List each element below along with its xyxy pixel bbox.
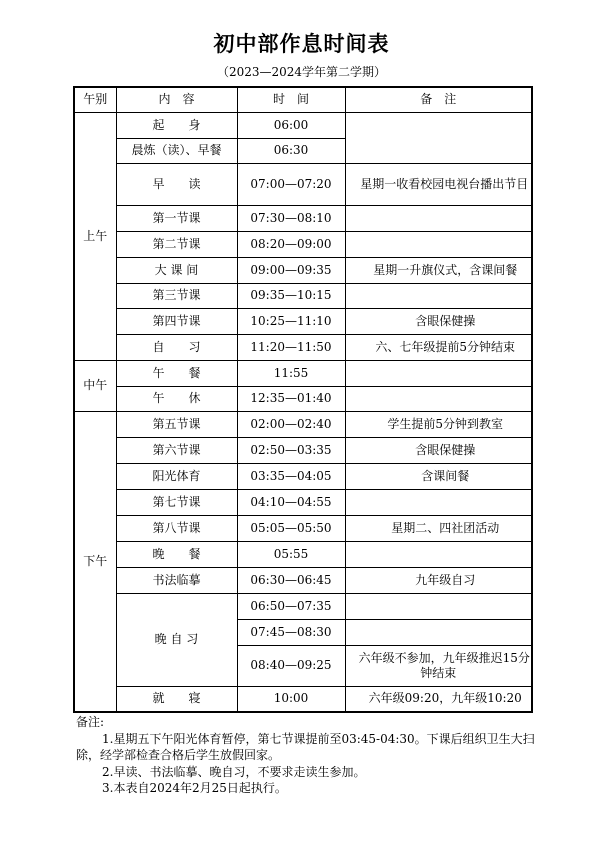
row-time: 10:25—11:10 [237,308,345,334]
table-row [74,360,532,386]
table-row [74,112,532,138]
row-content: 阳光体育 [116,463,237,489]
schedule-table [73,86,533,713]
row-remark: 六、七年级提前5分钟结束 [345,334,532,360]
row-remark: 六年级09:20，九年级10:20 [345,686,532,712]
row-time: 06:00 [237,112,345,138]
row-time: 08:20—09:00 [237,231,345,257]
row-content: 晚 餐 [116,541,237,567]
row-content: 第一节课 [116,205,237,231]
table-row [74,334,532,360]
header-period: 午别 [74,87,116,112]
row-remark [345,231,532,257]
period-morning: 上午 [74,112,116,360]
row-content: 第二节课 [116,231,237,257]
table-row [74,463,532,489]
row-time: 12:35—01:40 [237,386,345,411]
row-remark [345,541,532,567]
row-content: 起 身 [116,112,237,138]
notes-heading: 备注: [76,715,105,729]
row-time: 09:00—09:35 [237,257,345,283]
row-content: 书法临摹 [116,567,237,593]
row-time: 03:35—04:05 [237,463,345,489]
page-subtitle: （2023—2024学年第二学期） [216,65,387,79]
table-row [74,308,532,334]
table-row [74,489,532,515]
table-row [74,686,532,712]
table-row [74,437,532,463]
row-content: 早 读 [116,163,237,205]
row-time: 09:35—10:15 [237,283,345,308]
row-remark-text: 六年级不参加，九年级推迟15分钟结束 [358,650,530,680]
row-time: 07:45—08:30 [237,619,345,645]
row-content: 晚 自 习 [116,593,237,686]
note-item: 3.本表自2024年2月25日起执行。 [102,781,287,795]
row-time: 10:00 [237,686,345,712]
row-time: 08:40—09:25 [237,645,345,686]
row-remark [345,489,532,515]
row-time: 07:30—08:10 [237,205,345,231]
table-row [74,386,532,411]
row-remark [345,163,532,205]
row-remark [345,283,532,308]
row-remark [345,593,532,619]
table-row [74,411,532,437]
row-remark [345,619,532,645]
row-content: 午 餐 [116,360,237,386]
header-time: 时 间 [237,87,345,112]
row-remark: 含眼保健操 [345,437,532,463]
row-content: 大 课 间 [116,257,237,283]
row-time: 11:55 [237,360,345,386]
row-remark [345,645,532,686]
table-row [74,257,532,283]
table-row [74,593,532,619]
row-remark: 学生提前5分钟到教室 [345,411,532,437]
table-row [74,231,532,257]
row-content: 第七节课 [116,489,237,515]
row-time: 05:55 [237,541,345,567]
row-remark [345,360,532,386]
row-time: 02:50—03:35 [237,437,345,463]
note-item: 2.早读、书法临摹、晚自习，不要求走读生参加。 [102,764,366,779]
row-content: 第六节课 [116,437,237,463]
row-content: 第三节课 [116,283,237,308]
row-remark: 星期二、四社团活动 [345,515,532,541]
period-afternoon: 下午 [74,411,116,712]
row-content: 第五节课 [116,411,237,437]
row-time: 04:10—04:55 [237,489,345,515]
notes-section [76,714,536,797]
row-time: 11:20—11:50 [237,334,345,360]
row-content: 就 寝 [116,686,237,712]
header-content: 内 容 [116,87,237,112]
table-row [74,541,532,567]
note-item: 1.星期五下午阳光体育暂停，第七节课提前至03:45-04:30。下课后组织卫生大扫除，经学部检查合格后学生放假回家。 [76,731,535,762]
header-row [74,87,532,112]
row-time: 07:00—07:20 [237,163,345,205]
table-row [74,515,532,541]
row-remark: 含课间餐 [345,463,532,489]
table-row [74,567,532,593]
row-remark: 九年级自习 [345,567,532,593]
row-time: 02:00—02:40 [237,411,345,437]
row-remark [345,386,532,411]
row-content: 第八节课 [116,515,237,541]
table-row [74,283,532,308]
row-time: 06:50—07:35 [237,593,345,619]
row-remark: 星期一升旗仪式，含课间餐 [345,257,532,283]
row-remark-text: 星期一收看校园电视台播出节目 [360,176,529,191]
row-remark [345,205,532,231]
row-remark [345,112,532,163]
page-title: 初中部作息时间表 [213,31,390,56]
row-content: 第四节课 [116,308,237,334]
row-time: 06:30—06:45 [237,567,345,593]
header-remark: 备 注 [345,87,532,112]
table-row [74,205,532,231]
table-row [74,163,532,205]
row-time: 05:05—05:50 [237,515,345,541]
row-time: 06:30 [237,138,345,163]
row-remark: 含眼保健操 [345,308,532,334]
row-content: 自 习 [116,334,237,360]
row-content: 午 休 [116,386,237,411]
period-noon: 中午 [74,360,116,411]
row-content: 晨炼（读）、早餐 [116,138,237,163]
